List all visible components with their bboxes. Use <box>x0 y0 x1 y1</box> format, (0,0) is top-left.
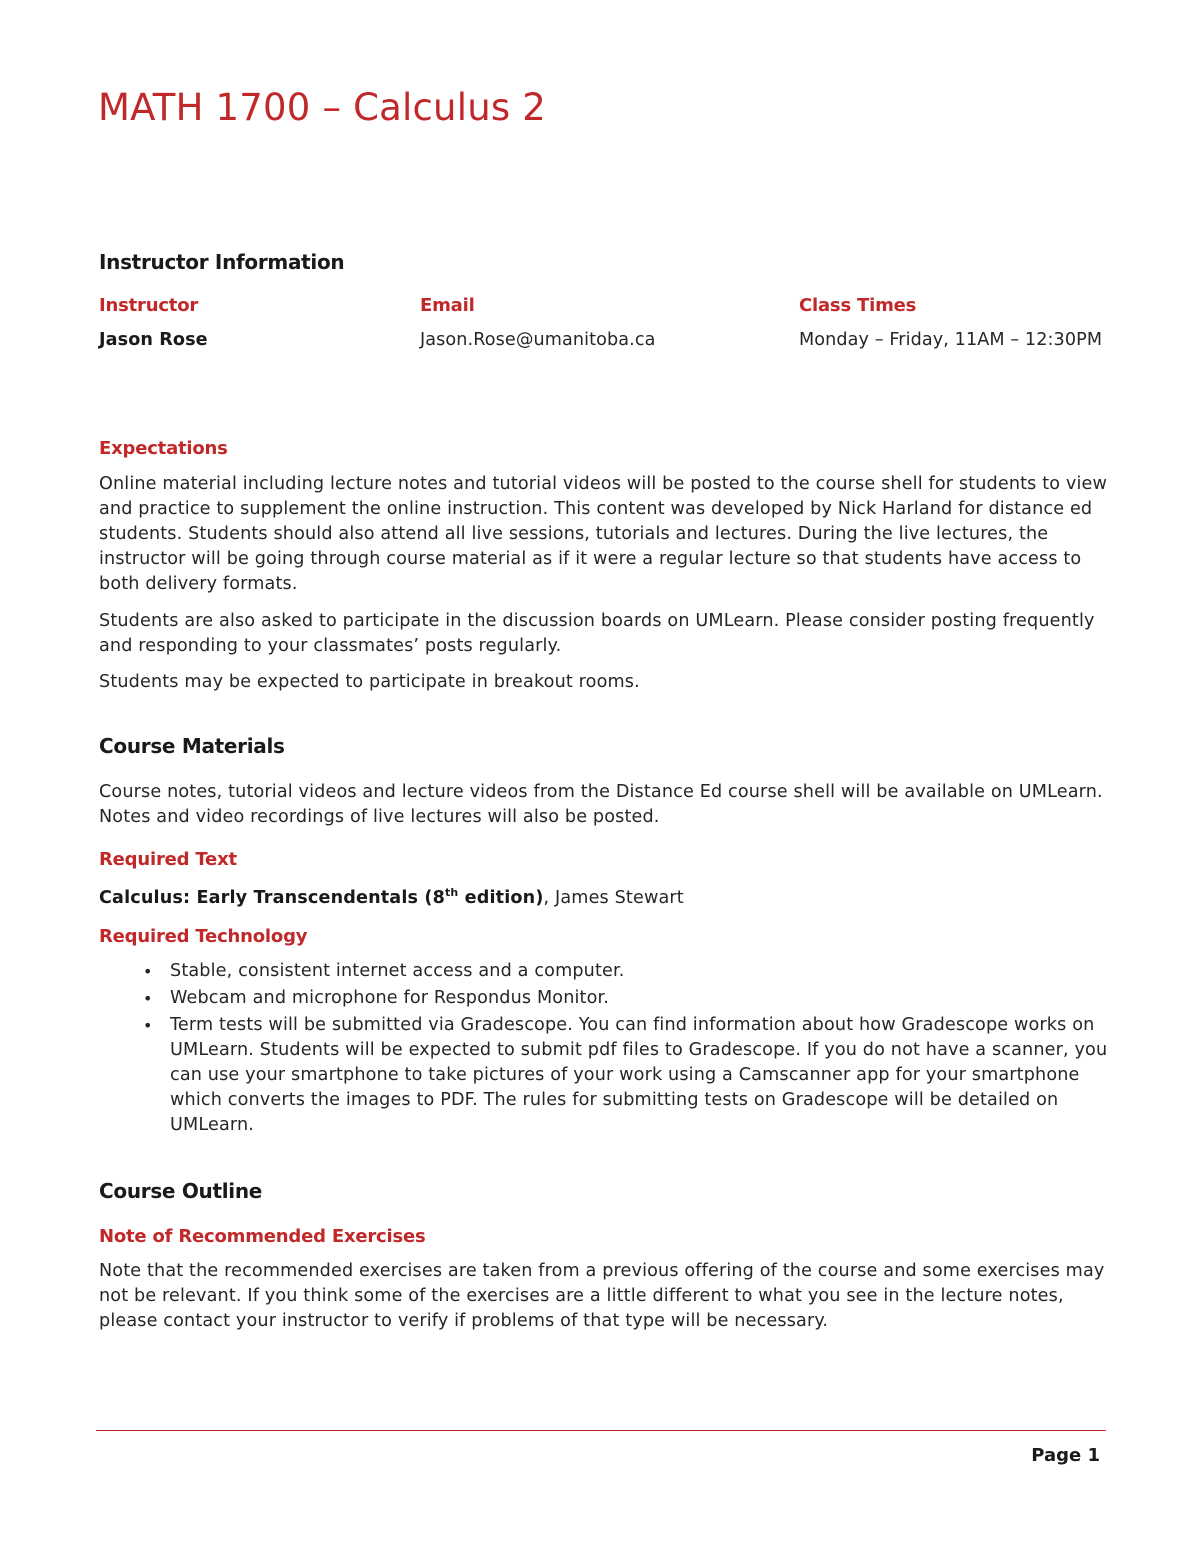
email-column <box>420 292 656 354</box>
recommended-exercises-heading: Note of Recommended Exercises <box>99 1226 426 1247</box>
expectations-heading: Expectations <box>99 438 228 459</box>
class-times-value: Monday – Friday, 11AM – 12:30PM <box>799 330 1103 350</box>
bullet-icon: • <box>143 1016 153 1035</box>
required-text-heading: Required Text <box>99 849 237 870</box>
page-title: MATH 1700 – Calculus 2 <box>98 86 547 129</box>
class-times-column <box>799 292 1102 354</box>
required-textbook <box>99 879 684 912</box>
page-number: Page 1 <box>1031 1445 1100 1466</box>
class-times-label: Class Times <box>799 295 917 316</box>
expectations-paragraph-2: Students are also asked to participate in the discussion boards on UMLearn. Please consider posting frequently and responding to your classmates’ posts regularly. <box>99 611 1095 656</box>
footer-divider <box>96 1430 1106 1431</box>
instructor-name: Jason Rose <box>99 330 208 350</box>
instructor-column <box>99 292 208 354</box>
course-materials-paragraph: Course notes, tutorial videos and lecture videos from the Distance Ed course shell will be available on UMLearn. Notes and video recordings of live lectures will also be posted. <box>99 782 1103 827</box>
bullet-icon: • <box>143 962 153 981</box>
list-item: • Webcam and microphone for Respondus Monitor. <box>99 986 1109 1011</box>
recommended-exercises-paragraph: Note that the recommended exercises are taken from a previous offering of the course and some exercises may not be relevant. If you think some of the exercises are a little different to what you see in the lecture notes, please contact your instructor to verify if problems of that type will be necessary. <box>99 1261 1105 1331</box>
instructor-information-heading: Instructor Information <box>99 250 345 274</box>
expectations-paragraph-3: Students may be expected to participate in breakout rooms. <box>99 672 640 692</box>
book-author: , James Stewart <box>543 887 684 908</box>
required-technology-list <box>99 959 1109 1140</box>
list-item: • Term tests will be submitted via Gradescope. You can find information about how Gradescope works on UMLearn. Students will be expected to submit pdf files to Gradescope. If you do not have a scanner, you can use your smartphone to take pictures of your work using a Camscanner app for your smartphone which converts the images to PDF. The rules for submitting tests on Gradescope will be detailed on UMLearn. <box>143 1015 1108 1135</box>
email-label: Email <box>420 295 475 316</box>
expectations-paragraph-1: Online material including lecture notes and tutorial videos will be posted to the course shell for students to view and practice to supplement the online instruction. This content was developed by Nick Harland for distance ed students. Students should also attend all live sessions, tutorials and lectures. During the live lectures, the instructor will be going through course material as if it were a regular lecture so that students have access to both delivery formats. <box>99 474 1108 594</box>
bullet-icon: • <box>143 989 153 1008</box>
course-materials-heading: Course Materials <box>99 734 285 758</box>
email-value: Jason.Rose@umanitoba.ca <box>420 330 656 350</box>
course-outline-heading: Course Outline <box>99 1179 263 1203</box>
book-title: Calculus: Early Transcendentals (8th edition) <box>99 886 544 908</box>
list-item: • Stable, consistent internet access and a computer. <box>99 959 1109 984</box>
instructor-label: Instructor <box>99 295 199 316</box>
required-technology-heading: Required Technology <box>99 926 308 947</box>
